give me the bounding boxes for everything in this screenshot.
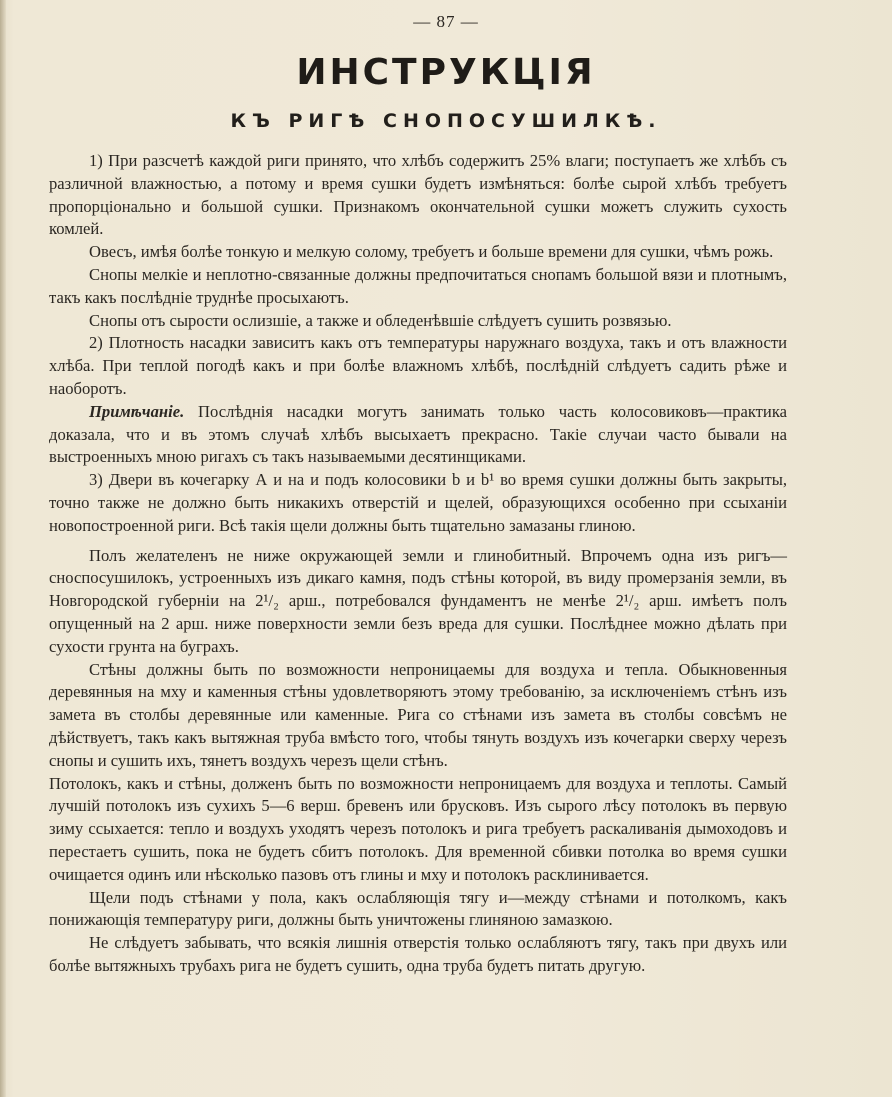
paragraph-text: Овесъ, имѣя болѣе тонкую и мелкую солому, требуетъ и больше времени для сушки, чѣмъ рожь. <box>89 242 774 262</box>
paragraph <box>49 241 787 264</box>
paragraph-text: Не слѣдуетъ забывать, что всякія лишнія отверстія только ослабляютъ тягу, такъ при двухъ или болѣе вытяжныхъ трубахъ рига не будетъ сушить, одна труба будетъ питать другую. <box>49 933 787 975</box>
paragraph-text: 2) Плотность насадки зависитъ какъ отъ температуры наружнаго воздуха, такъ и отъ влажности хлѣба. При теплой погодѣ какъ и при болѣе влажномъ хлѣбѣ, послѣдній слѣдуетъ садить рѣже и наоборотъ. <box>49 333 787 398</box>
paragraph <box>49 887 787 933</box>
note-label: Примѣчаніе. <box>89 401 185 421</box>
paragraph-text: 1) При разсчетѣ каждой риги принято, что хлѣбъ содержитъ 25% влаги; поступаетъ же хлѣбъ съ различной влажностью, а потому и время сушки будетъ измѣняться: болѣе сырой хлѣбъ требуетъ пропорціонально и большой сушки. Признакомъ окончательной сушки можетъ служить сухость комлей. <box>49 151 787 239</box>
paragraph <box>49 264 787 310</box>
paragraph <box>49 310 787 333</box>
paragraph <box>49 773 787 887</box>
document-title: ИНСТРУКЦІЯ <box>296 52 596 93</box>
paragraph-text: Снопы мелкіе и неплотно-связанные должны предпочитаться снопамъ большой вязи и плотнымъ, такъ какъ послѣдніе труднѣе просыхаютъ. <box>49 264 787 307</box>
paragraph-text: Послѣднія насадки могутъ занимать только часть колосовиковъ—практика доказала, что и въ этомъ случаѣ хлѣбъ высыхаетъ прекрасно. Такіе случаи часто бывали на выстроенныхъ мною ригахъ съ такъ называемыми десятинщиками. <box>49 401 787 467</box>
paragraph-text: 3) Двери въ кочегарку А и на и подъ колосовики b и b¹ во время сушки должны быть закрыты, точно также не должно быть никакихъ отверстій и щелей, образующихся особенно при ссыханіи новопостроенной риги. Всѣ такія щели должны быть тщательно замазаны глиною. <box>49 470 787 535</box>
paragraph-text: Стѣны должны быть по возможности непроницаемы для воздуха и тепла. Обыкновенныя деревянныя на мху и каменныя стѣны удовлетворяютъ этому требованію, за исключеніемъ стѣнъ изъ замета въ столбы деревянные или каменные. Рига со стѣнами изъ замета въ столбы совсѣмъ не дѣйствуетъ, такъ какъ вытяжная труба вмѣсто того, чтобы тянуть воздухъ изъ кочегарки сверху черезъ снопы и сушить ихъ, тянетъ воздухъ черезъ щели стѣнъ. <box>49 659 787 770</box>
note-paragraph <box>49 401 787 469</box>
paragraph-text: Щели подъ стѣнами у пола, какъ ослабляющія тягу и—между стѣнами и потолкомъ, какъ понижающія температуру риги, должны быть уничтожены глиняною замазкою. <box>49 887 787 930</box>
paragraph <box>49 469 787 537</box>
paragraph <box>49 332 787 400</box>
page-binding-edge <box>0 0 6 1097</box>
paragraph <box>49 659 787 773</box>
paragraph <box>49 150 787 241</box>
paragraph <box>49 545 787 659</box>
page-number: — 87 — <box>413 12 479 31</box>
body-text <box>49 150 787 978</box>
paragraph <box>49 932 787 978</box>
document-subtitle: КЪ РИГѢ СНОПОСУШИЛКѢ. <box>230 110 662 132</box>
paragraph-text: Потолокъ, какъ и стѣны, долженъ быть по возможности непроницаемъ для воздуха и теплоты. Самый лучшій потолокъ изъ сухихъ 5—6 верш. бревенъ или брусковъ. Изъ сырого лѣсу потолокъ въ первую зиму ссыхается: тепло и воздухъ уходятъ черезъ потолокъ и рига требуетъ раскаливанія дымоходовъ и перестаетъ сушить, пока не будетъ сбитъ потолокъ. Для временной сбивки потолка во время сушки очищается одинъ или нѣсколько пазовъ отъ глины и мху и потолокъ расклинивается. <box>49 773 787 884</box>
paragraph-text: Полъ желателенъ не ниже окружающей земли и глинобитный. Впрочемъ одна изъ ригъ—сноспосушилокъ, устроенныхъ изъ дикаго камня, подъ стѣны которой, въ виду промерзанія земли, въ Новгородской губерніи на 2¹/₂ арш., потребовался фундаментъ не менѣе 2¹/₂ арш. имѣетъ полъ опущенный на 2 арш. ниже поверхности земли безъ вреда для сушки. Послѣднее можно дѣлать при сухости грунта на буграхъ. <box>49 545 787 656</box>
paragraph-text: Снопы отъ сырости ослизшіе, а также и обледенѣвшіе слѣдуетъ сушить розвязью. <box>89 310 672 330</box>
